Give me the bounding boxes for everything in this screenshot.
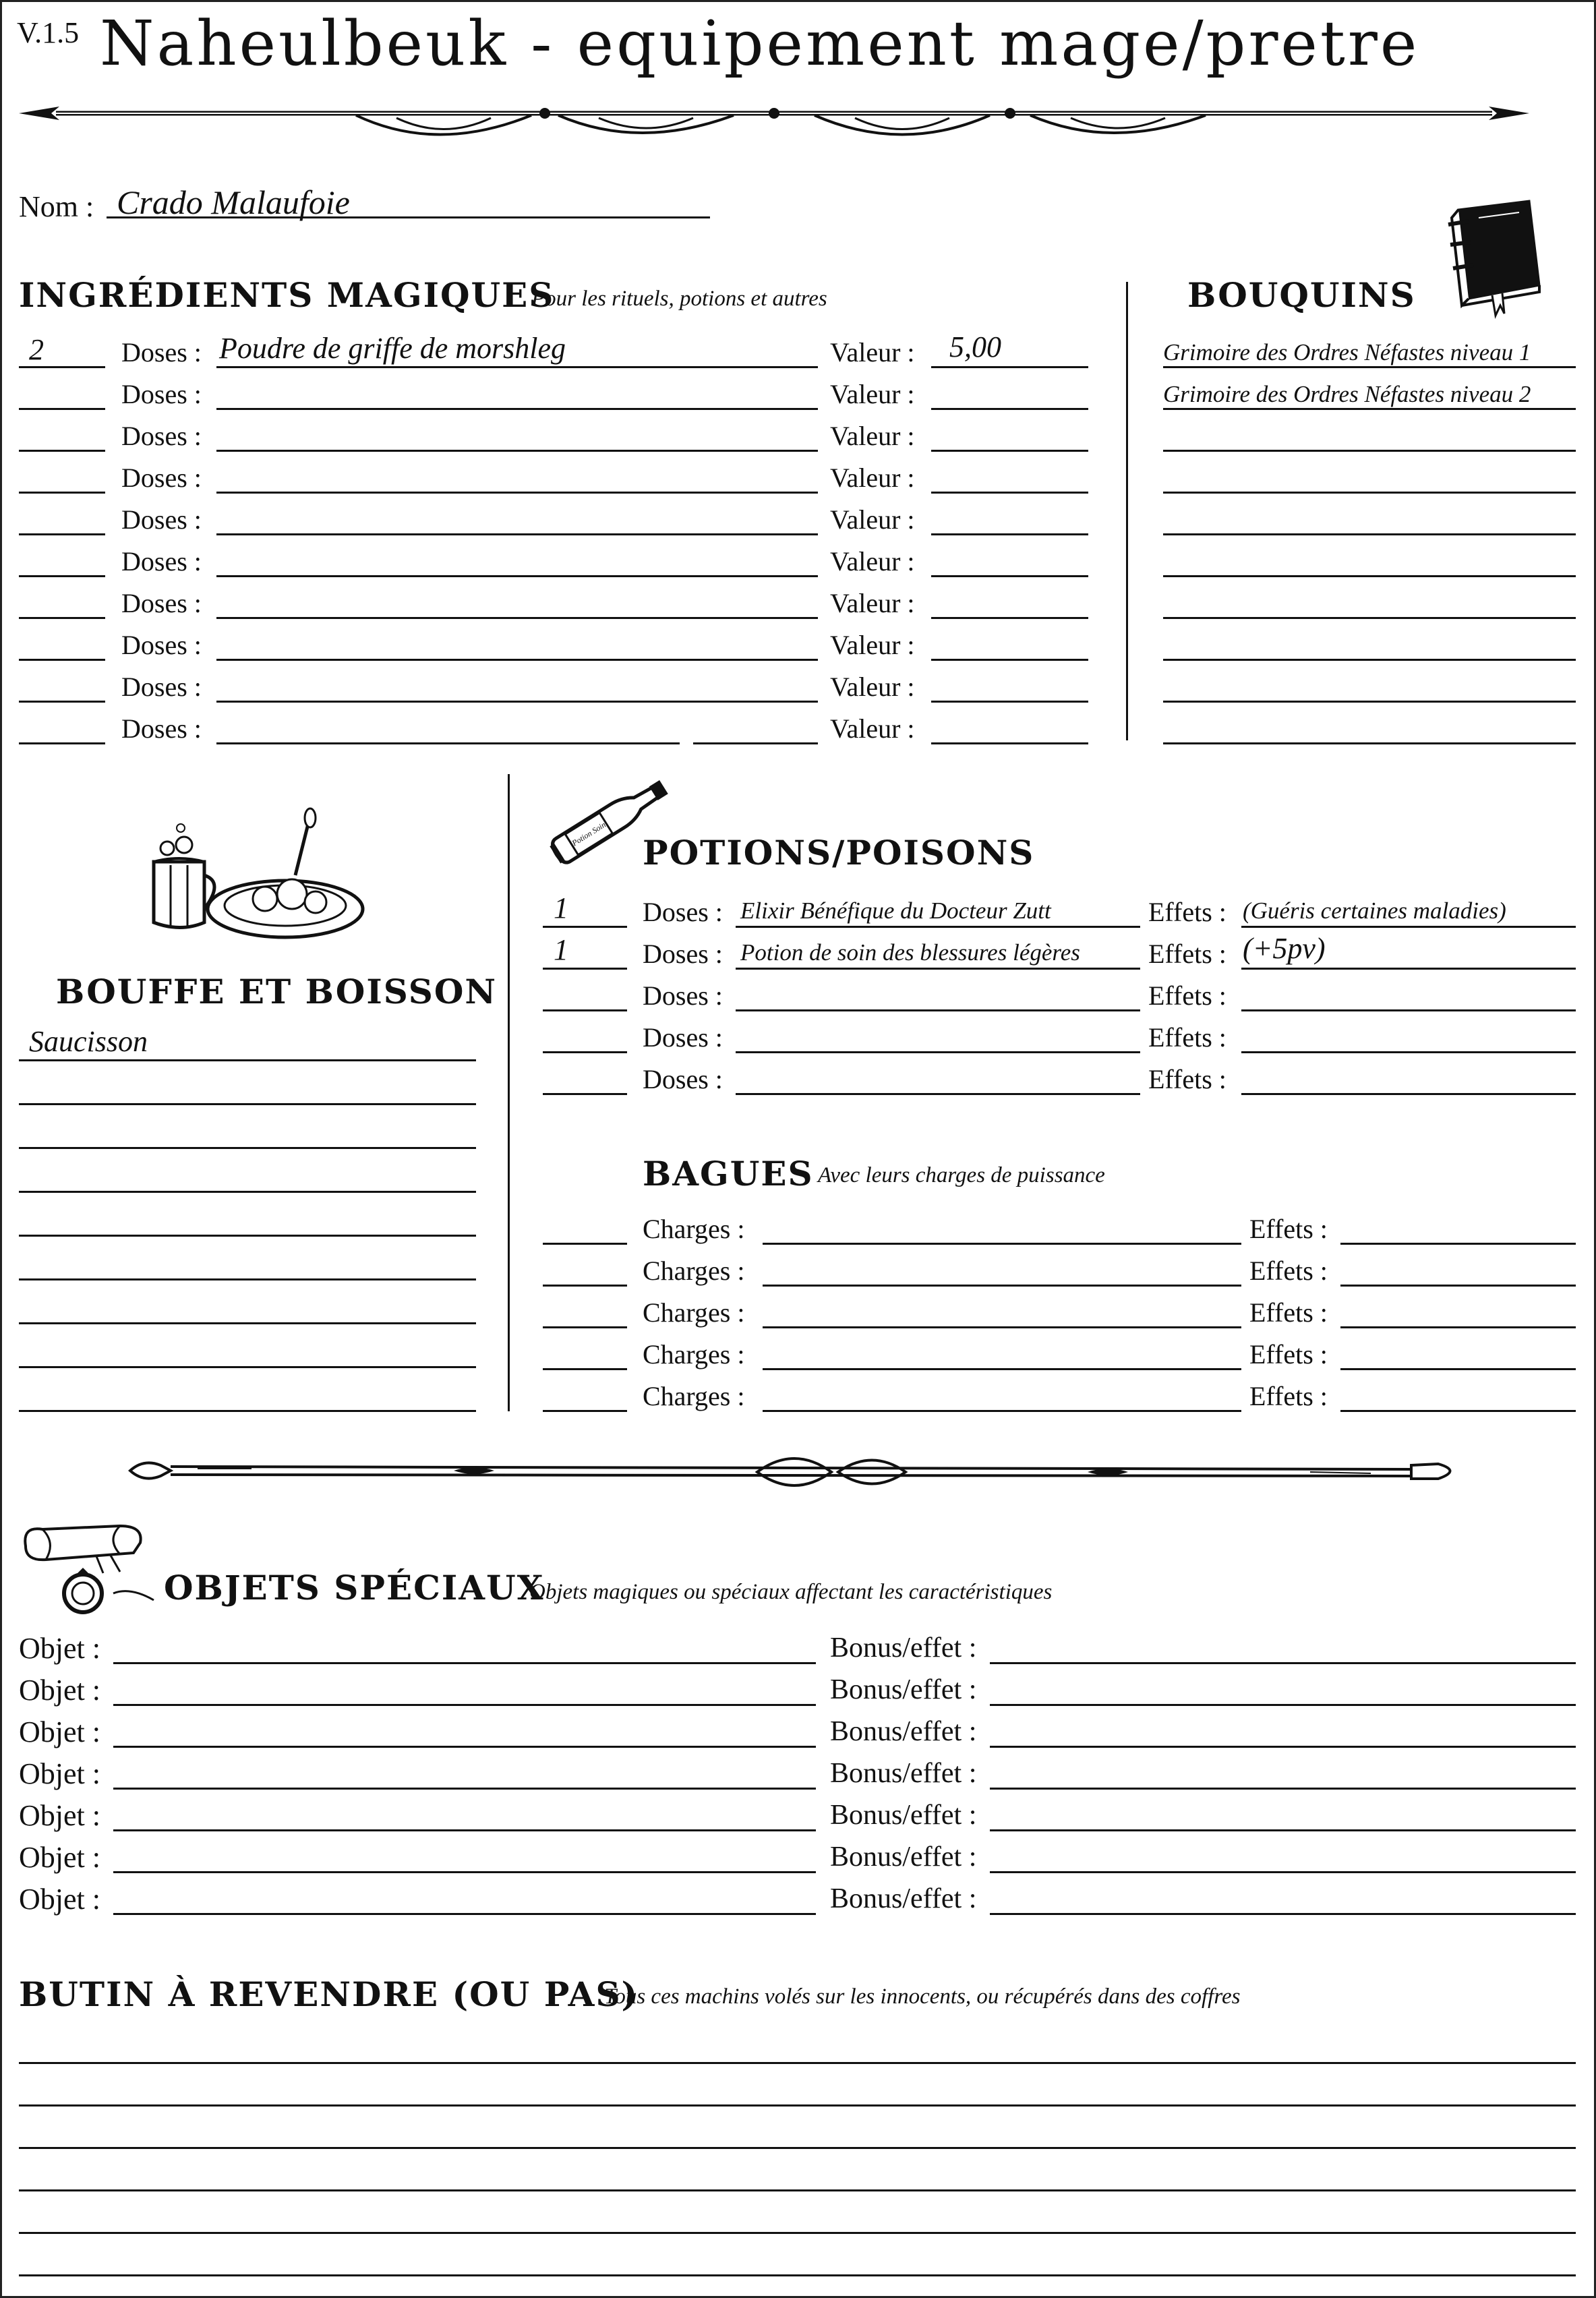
special-bonus-label: Bonus/effet : — [830, 1716, 977, 1747]
food-line — [19, 1103, 476, 1105]
potions-title: POTIONS/POISONS — [643, 833, 1035, 873]
ring-effets-label: Effets : — [1249, 1256, 1328, 1286]
ingredient-valeur-label: Valeur : — [830, 672, 915, 702]
ingredient-doses-label: Doses : — [121, 379, 202, 409]
ring-charges-label: Charges : — [643, 1339, 745, 1369]
potion-qty-line — [543, 1051, 627, 1053]
ring-name-line — [763, 1285, 1241, 1287]
spear-divider-top-icon — [19, 83, 1529, 150]
special-bonus-label: Bonus/effet : — [830, 1632, 977, 1663]
ring-effect-line — [1340, 1243, 1576, 1245]
potion-effets-label: Effets : — [1148, 1022, 1226, 1053]
ingredient-qty-line — [19, 366, 105, 368]
ring-name-line — [763, 1410, 1241, 1412]
potion-doses-label: Doses : — [643, 939, 723, 969]
ingredient-valeur-label: Valeur : — [830, 463, 915, 493]
potion-name-line — [736, 926, 1140, 928]
potion-name-field[interactable]: Potion de soin des blessures légères — [740, 939, 1080, 966]
ingredient-name-field[interactable]: Poudre de griffe de morshleg — [219, 332, 566, 365]
ingredient-doses-label: Doses : — [121, 672, 202, 702]
ingredients-title: INGRÉDIENTS MAGIQUES — [19, 275, 555, 315]
loot-subtitle: Tous ces machins volés sur les innocents, ou récupérés dans des coffres — [604, 1984, 1241, 2009]
special-title: OBJETS SPÉCIAUX — [164, 1568, 545, 1608]
ingredient-doses-label: Doses : — [121, 588, 202, 618]
ingredient-valeur-label: Valeur : — [830, 630, 915, 660]
loot-title: BUTIN À REVENDRE (OU PAS) — [19, 1974, 639, 2014]
special-objet-label: Objet : — [19, 1632, 100, 1665]
ingredient-qty-line — [19, 450, 105, 452]
ingredient-doses-label: Doses : — [121, 546, 202, 577]
ring-effect-line — [1340, 1368, 1576, 1370]
ingredient-name-line — [216, 575, 818, 577]
ingredients-subtitle: Pour les rituels, potions et autres — [531, 287, 827, 311]
book-line — [1163, 533, 1576, 535]
potion-name-line — [736, 1051, 1140, 1053]
ring-charges-label: Charges : — [643, 1214, 745, 1244]
food-potions-divider — [508, 774, 510, 1411]
food-line — [19, 1366, 476, 1368]
ingredient-value-line — [931, 450, 1088, 452]
ring-effets-label: Effets : — [1249, 1297, 1328, 1328]
ingredient-name-line — [216, 408, 818, 410]
scroll-ring-icon — [19, 1512, 157, 1620]
potion-effets-label: Effets : — [1148, 980, 1226, 1011]
ingredient-qty-line — [19, 701, 105, 703]
rings-subtitle: Avec leurs charges de puissance — [818, 1163, 1105, 1187]
food-line — [19, 1410, 476, 1412]
special-object-line — [113, 1746, 816, 1748]
book-line — [1163, 408, 1576, 410]
special-object-line — [113, 1829, 816, 1831]
ring-qty-line — [543, 1368, 627, 1370]
potion-effets-label: Effets : — [1148, 897, 1226, 927]
potion-effect-field[interactable]: (+5pv) — [1243, 932, 1326, 965]
ingredient-qty-line — [19, 742, 105, 744]
ingredient-value-line — [931, 742, 1088, 744]
ingredient-doses-label: Doses : — [121, 421, 202, 451]
ingredient-name-line — [216, 450, 818, 452]
ingredient-name-line — [216, 701, 818, 703]
book-icon — [1438, 198, 1546, 316]
food-line — [19, 1191, 476, 1193]
ingredient-name-line — [216, 492, 818, 494]
ring-qty-line — [543, 1326, 627, 1328]
special-bonus-label: Bonus/effet : — [830, 1674, 977, 1705]
version-label: V.1.5 — [17, 16, 80, 49]
ring-charges-label: Charges : — [643, 1256, 745, 1286]
ingredient-valeur-label: Valeur : — [830, 588, 915, 618]
staff-divider-icon — [130, 1445, 1465, 1499]
loot-line — [19, 2104, 1576, 2106]
ingredient-qty-field[interactable]: 2 — [29, 333, 44, 366]
loot-line — [19, 2062, 1576, 2064]
special-objet-label: Objet : — [19, 1674, 100, 1707]
potion-doses-label: Doses : — [643, 980, 723, 1011]
special-bonus-line — [990, 1829, 1576, 1831]
ring-effect-line — [1340, 1285, 1576, 1287]
special-object-line — [113, 1662, 816, 1664]
ingredient-qty-line — [19, 533, 105, 535]
special-bonus-line — [990, 1662, 1576, 1664]
ingredient-value-line — [931, 366, 1088, 368]
ingredient-doses-label: Doses : — [121, 463, 202, 493]
ingredient-doses-label: Doses : — [121, 630, 202, 660]
potion-doses-label: Doses : — [643, 1022, 723, 1053]
food-plate-icon — [140, 808, 370, 943]
book-line — [1163, 617, 1576, 619]
name-field[interactable]: Crado Malaufoie — [117, 183, 350, 221]
ingredient-valeur-label: Valeur : — [830, 421, 915, 451]
potion-effect-line — [1241, 926, 1576, 928]
special-bonus-line — [990, 1746, 1576, 1748]
special-objet-label: Objet : — [19, 1757, 100, 1790]
book-line — [1163, 450, 1576, 452]
ring-effets-label: Effets : — [1249, 1214, 1328, 1244]
ingredient-qty-line — [19, 492, 105, 494]
ring-effect-line — [1340, 1410, 1576, 1412]
food-entry-field[interactable]: Saucisson — [29, 1025, 148, 1058]
food-line — [19, 1322, 476, 1324]
ingredient-name-line — [216, 742, 680, 744]
special-bonus-line — [990, 1871, 1576, 1873]
potion-qty-field[interactable]: 1 — [554, 891, 568, 924]
special-object-line — [113, 1871, 816, 1873]
potion-qty-line — [543, 926, 627, 928]
books-title: BOUQUINS — [1187, 275, 1416, 315]
potion-qty-line — [543, 1093, 627, 1095]
special-object-line — [113, 1788, 816, 1790]
potion-bottle-label: Potion Soin — [570, 819, 608, 848]
potion-effect-line — [1241, 1093, 1576, 1095]
book-entry-field[interactable]: Grimoire des Ordres Néfastes niveau 2 — [1163, 381, 1531, 407]
book-line — [1163, 575, 1576, 577]
ingredient-value-line — [931, 659, 1088, 661]
ring-name-line — [763, 1326, 1241, 1328]
food-title: BOUFFE ET BOISSON — [56, 972, 498, 1011]
ingredient-doses-label: Doses : — [121, 713, 202, 744]
ingredient-qty-line — [19, 575, 105, 577]
ingredient-doses-label: Doses : — [121, 337, 202, 367]
ingredient-value-line — [931, 575, 1088, 577]
book-entry-field[interactable]: Grimoire des Ordres Néfastes niveau 1 — [1163, 339, 1531, 365]
food-line — [19, 1235, 476, 1237]
loot-line — [19, 2232, 1576, 2234]
potion-name-line — [736, 1093, 1140, 1095]
special-bonus-label: Bonus/effet : — [830, 1800, 977, 1831]
ingredient-qty-line — [19, 659, 105, 661]
ingredient-value-line — [931, 533, 1088, 535]
ring-qty-line — [543, 1285, 627, 1287]
potion-doses-label: Doses : — [643, 1064, 723, 1094]
ingredient-value-field[interactable]: 5,00 — [949, 330, 1001, 363]
ring-charges-label: Charges : — [643, 1297, 745, 1328]
loot-line — [19, 2274, 1576, 2276]
loot-line — [19, 2189, 1576, 2191]
ingredient-value-line — [931, 701, 1088, 703]
potion-name-line — [736, 968, 1140, 970]
ingredient-name-line — [216, 366, 818, 368]
potion-qty-line — [543, 1009, 627, 1011]
potion-effets-label: Effets : — [1148, 939, 1226, 969]
ring-qty-line — [543, 1243, 627, 1245]
food-line — [19, 1278, 476, 1280]
loot-line — [19, 2147, 1576, 2149]
rings-title: BAGUES — [643, 1154, 814, 1194]
special-objet-label: Objet : — [19, 1799, 100, 1832]
ring-name-line — [763, 1243, 1241, 1245]
special-bonus-line — [990, 1704, 1576, 1706]
ring-name-line — [763, 1368, 1241, 1370]
ingredient-doses-label: Doses : — [121, 504, 202, 535]
ingredient-qty-line — [19, 408, 105, 410]
ring-effect-line — [1340, 1326, 1576, 1328]
ingredient-valeur-label: Valeur : — [830, 546, 915, 577]
ingredient-valeur-label: Valeur : — [830, 337, 915, 367]
potion-qty-line — [543, 968, 627, 970]
potion-name-field[interactable]: Elixir Bénéfique du Docteur Zutt — [740, 897, 1051, 924]
potion-effect-field[interactable]: (Guéris certaines maladies) — [1243, 897, 1506, 924]
name-label: Nom : — [19, 190, 94, 223]
page-title: Naheulbeuk - equipement mage/pretre — [100, 7, 1420, 80]
book-line — [1163, 492, 1576, 494]
ingredient-qty-line — [19, 617, 105, 619]
potion-effect-line — [1241, 1009, 1576, 1011]
book-line — [1163, 701, 1576, 703]
potion-effect-line — [1241, 968, 1576, 970]
ring-qty-line — [543, 1410, 627, 1412]
special-bonus-label: Bonus/effet : — [830, 1758, 977, 1789]
ingredient-value-line — [931, 617, 1088, 619]
ingredient-name-line — [216, 533, 818, 535]
ingredient-name-line-2 — [693, 742, 818, 744]
ring-charges-label: Charges : — [643, 1381, 745, 1411]
ingredient-value-line — [931, 492, 1088, 494]
book-line — [1163, 366, 1576, 368]
ingredient-valeur-label: Valeur : — [830, 713, 915, 744]
ingredient-name-line — [216, 659, 818, 661]
special-bonus-label: Bonus/effet : — [830, 1883, 977, 1914]
special-bonus-line — [990, 1913, 1576, 1915]
special-objet-label: Objet : — [19, 1841, 100, 1874]
book-line — [1163, 659, 1576, 661]
potion-effect-line — [1241, 1051, 1576, 1053]
ring-effets-label: Effets : — [1249, 1381, 1328, 1411]
potion-effets-label: Effets : — [1148, 1064, 1226, 1094]
ring-effets-label: Effets : — [1249, 1339, 1328, 1369]
potion-qty-field[interactable]: 1 — [554, 933, 568, 966]
special-object-line — [113, 1704, 816, 1706]
special-objet-label: Objet : — [19, 1883, 100, 1916]
special-bonus-label: Bonus/effet : — [830, 1842, 977, 1873]
food-line — [19, 1147, 476, 1149]
ingredients-books-divider — [1126, 282, 1128, 740]
special-object-line — [113, 1913, 816, 1915]
ingredient-value-line — [931, 408, 1088, 410]
potion-name-line — [736, 1009, 1140, 1011]
book-line — [1163, 742, 1576, 744]
food-line — [19, 1059, 476, 1061]
special-subtitle: Objets magiques ou spéciaux affectant les caractéristiques — [529, 1580, 1053, 1604]
special-objet-label: Objet : — [19, 1715, 100, 1748]
ingredient-valeur-label: Valeur : — [830, 504, 915, 535]
ingredient-name-line — [216, 617, 818, 619]
special-bonus-line — [990, 1788, 1576, 1790]
ingredient-valeur-label: Valeur : — [830, 379, 915, 409]
potion-doses-label: Doses : — [643, 897, 723, 927]
